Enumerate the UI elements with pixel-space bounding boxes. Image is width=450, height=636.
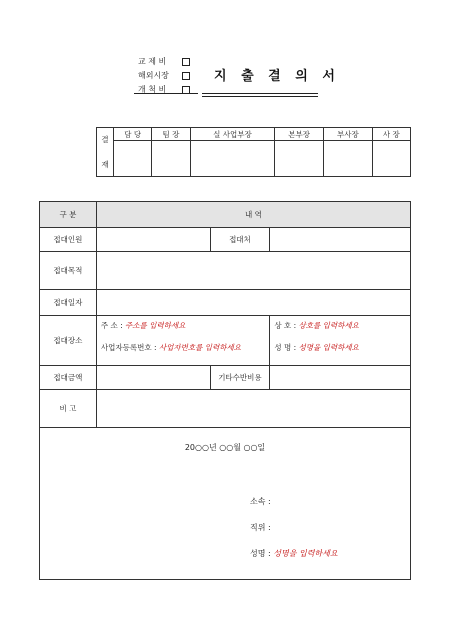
guests-field[interactable]: [96, 228, 210, 252]
approval-col-president: 사 장: [372, 128, 410, 141]
document-date: 20○○년 ○○월 ○○일: [184, 443, 266, 452]
signer-line: 성명 : 성명을 입력하세요: [250, 549, 338, 558]
purpose-label: 접대목적: [40, 252, 97, 290]
venue-label: 접대처: [210, 228, 270, 252]
category-header: 구 분: [40, 202, 97, 228]
signature-box[interactable]: [324, 141, 373, 177]
regno-input[interactable]: 사업자번호를 입력하세요: [158, 343, 241, 352]
other-cost-label: 기타수반비용: [210, 366, 270, 390]
business-name-line: 상 호 : 상호를 입력하세요: [274, 321, 359, 330]
person-name-input[interactable]: 성명을 입력하세요: [298, 343, 359, 352]
affiliation-line: 소속 :: [250, 497, 271, 506]
category-list: [138, 56, 190, 95]
other-cost-field[interactable]: [270, 366, 411, 390]
business-name-input[interactable]: 상호를 입력하세요: [298, 321, 359, 330]
category-item-overseas: 해외시장: [138, 70, 190, 81]
checkbox-square-icon[interactable]: [182, 58, 190, 66]
place-details-right: [270, 316, 411, 366]
date-field[interactable]: [96, 290, 410, 316]
date-label: 접대일자: [40, 290, 97, 316]
signature-box[interactable]: [372, 141, 410, 177]
address-input[interactable]: 주소를 입력하세요: [125, 321, 186, 330]
category-underline: [134, 93, 198, 94]
place-label: 접대장소: [40, 316, 97, 366]
title-underline-2: [202, 96, 318, 97]
title-underline-1: [202, 93, 318, 94]
approval-col-division-head: 실 사업부장: [190, 128, 275, 141]
approval-col-vice-president: 부사장: [324, 128, 373, 141]
signature-box[interactable]: [190, 141, 275, 177]
purpose-field[interactable]: [96, 252, 410, 290]
signer-name-input[interactable]: 성명을 입력하세요: [273, 549, 338, 558]
details-header: 내 역: [96, 202, 410, 228]
category-item-entertainment: 교 제 비: [138, 56, 190, 67]
remarks-field[interactable]: [96, 390, 410, 428]
person-name-line: 성 명 : 성명을 입력하세요: [274, 343, 359, 352]
signature-box[interactable]: [114, 141, 152, 177]
address-line: 주 소 : 주소를 입력하세요: [100, 321, 186, 330]
approval-col-staff: 담 당: [114, 128, 152, 141]
signature-section: [40, 428, 411, 580]
checkbox-square-icon[interactable]: [182, 72, 190, 80]
guests-label: 접대인원: [40, 228, 97, 252]
venue-field[interactable]: [270, 228, 411, 252]
document-title: 지 출 결 의 서: [214, 69, 340, 84]
regno-line: 사업자등록번호 : 사업자번호를 입력하세요: [100, 343, 241, 352]
position-line: 직위 :: [250, 523, 271, 532]
approval-table: [96, 127, 411, 177]
signature-box[interactable]: [275, 141, 324, 177]
expense-form-table: [39, 201, 411, 580]
amount-label: 접대금액: [40, 366, 97, 390]
remarks-label: 비 고: [40, 390, 97, 428]
approval-side-label: 결 재: [97, 128, 114, 177]
amount-field[interactable]: [96, 366, 210, 390]
signature-box[interactable]: [152, 141, 190, 177]
approval-col-team-lead: 팀 장: [152, 128, 190, 141]
approval-col-headquarters: 본부장: [275, 128, 324, 141]
category-item-development: 개 척 비: [138, 84, 190, 95]
place-details-left: [96, 316, 270, 366]
